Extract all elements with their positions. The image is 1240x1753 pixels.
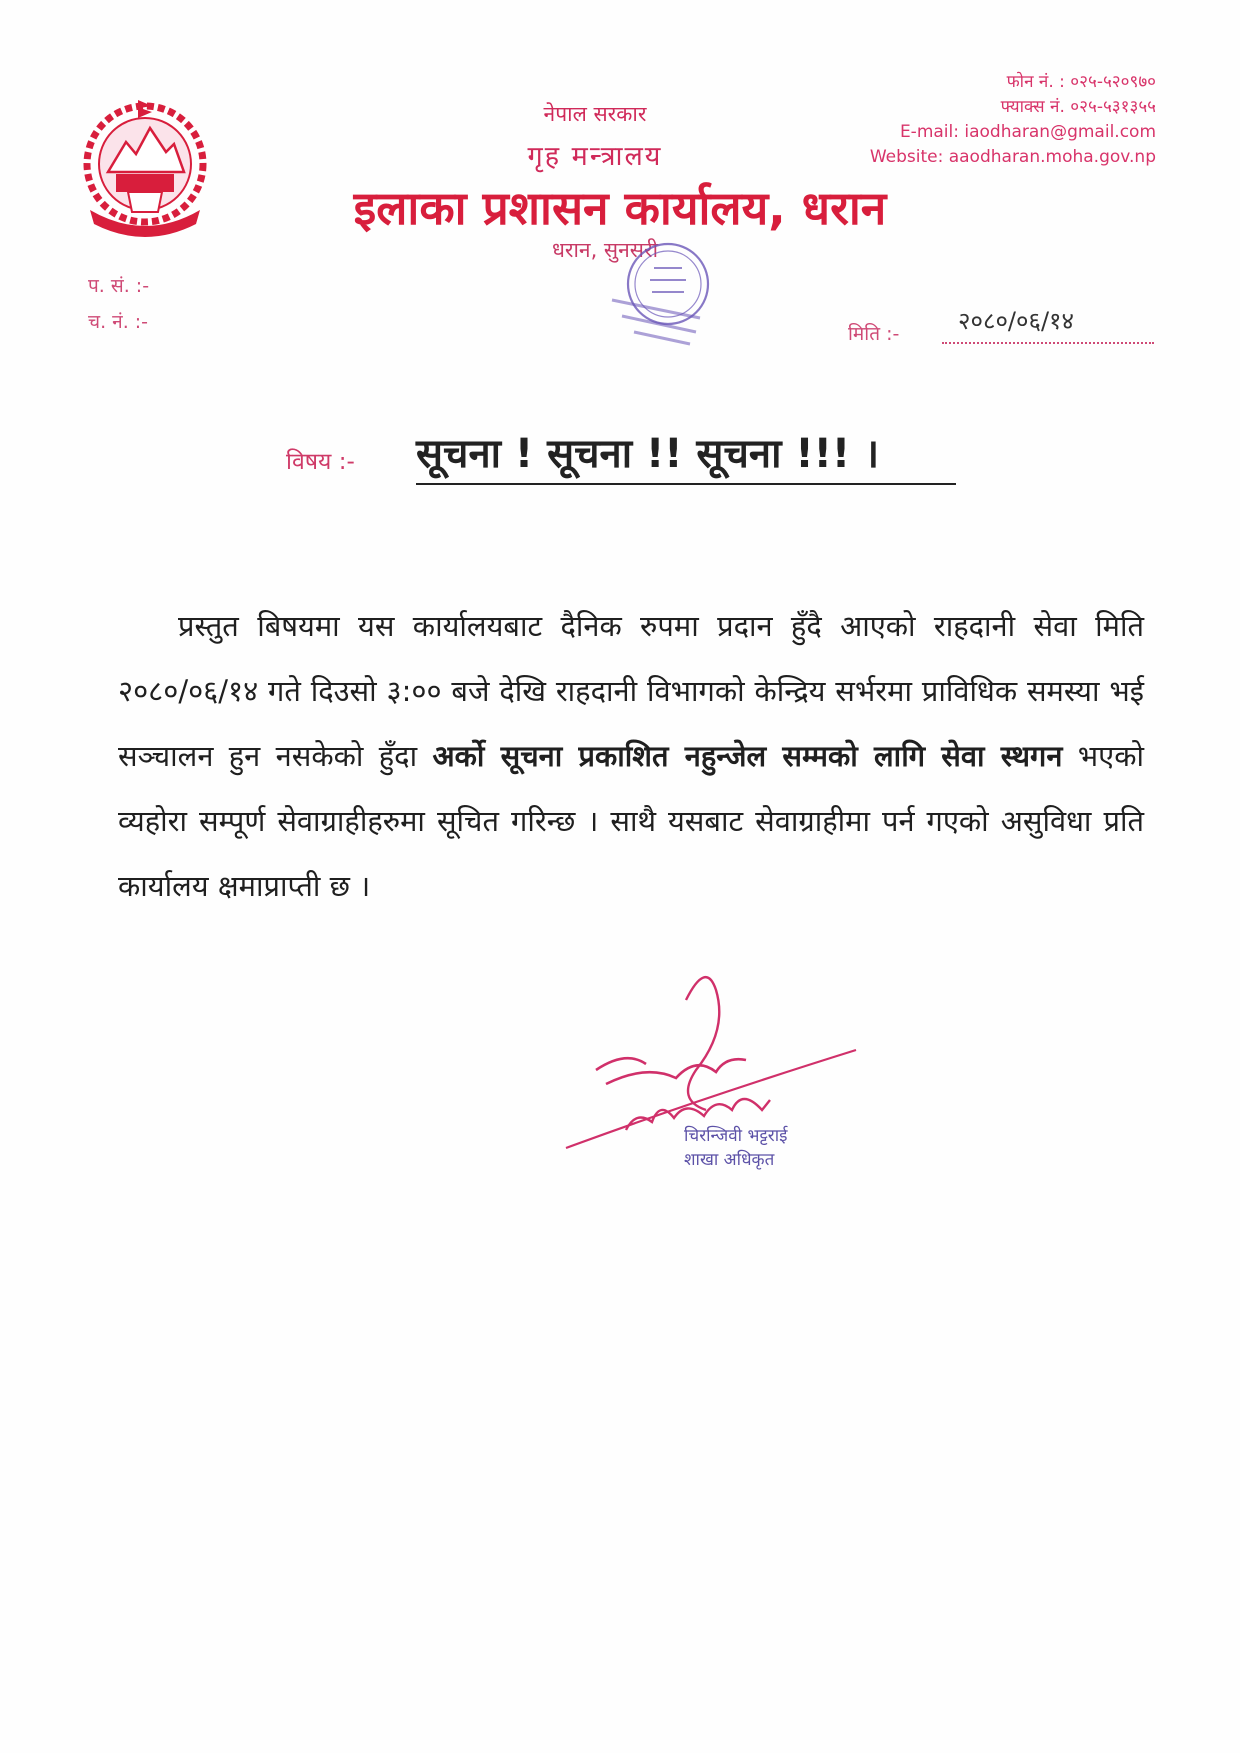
subject-label: विषय :- <box>286 449 355 475</box>
subject-text: सूचना ! सूचना !! सूचना !!! । <box>416 424 956 485</box>
officer-stamp <box>684 1124 787 1172</box>
body-part-2: भएको व्यहोरा सम्पूर्ण सेवाग्राहीहरुमा सूचित गरिन्छ । साथै यसबाट सेवाग्राहीमा पर्न गएको असुविधा प्रति कार्यालय क्षमाप्राप्ती छ । <box>118 739 1144 903</box>
officer-name: चिरन्जिवी भट्टराई <box>684 1126 788 1146</box>
date-dotted-line <box>942 342 1154 344</box>
website-address: Website: aaodharan.moha.gov.np <box>869 147 1156 167</box>
notice-body <box>118 594 1144 919</box>
body-bold-text: अर्को सूचना प्रकाशित नहुन्जेल सम्मको लागि सेवा स्थगन <box>432 739 1063 773</box>
dispatch-number-label: च. नं. :- <box>88 311 149 333</box>
nepal-emblem-icon <box>78 92 212 242</box>
phone-number: फोन नं. : ०२५-५२०९७० <box>1006 72 1156 92</box>
officer-designation: शाखा अधिकृत <box>684 1150 775 1170</box>
email-address: E-mail: iaodharan@gmail.com <box>899 122 1156 142</box>
ministry-name: गृह मन्त्रालय <box>527 141 663 172</box>
body-part-1: प्रस्तुत बिषयमा यस कार्यालयबाट दैनिक रुपमा प्रदान हुँदै आएको राहदानी सेवा मिति २०८०/०६/१४ गते दिउसो ३:०० बजे देखि राहदानी विभागको केन्द्रिय सर्भरमा प्राविधिक समस्या भई सञ्चालन हुन नसकेको हुँदा <box>118 609 1144 773</box>
notice-paragraph <box>118 594 1144 919</box>
contact-block <box>870 70 1156 170</box>
fax-number: फ्याक्स नं. ०२५-५३१३५५ <box>1000 97 1156 117</box>
government-name: नेपाल सरकार <box>543 102 647 126</box>
office-location: धरान, सुनसरी <box>551 238 659 262</box>
date-label: मिति :- <box>848 323 900 345</box>
date-value: २०८०/०६/१४ <box>958 307 1075 335</box>
office-name: इलाका प्रशासन कार्यालय, धरान <box>353 181 887 235</box>
letter-number-label: प. सं. :- <box>88 275 150 297</box>
office-stamp <box>604 238 724 350</box>
